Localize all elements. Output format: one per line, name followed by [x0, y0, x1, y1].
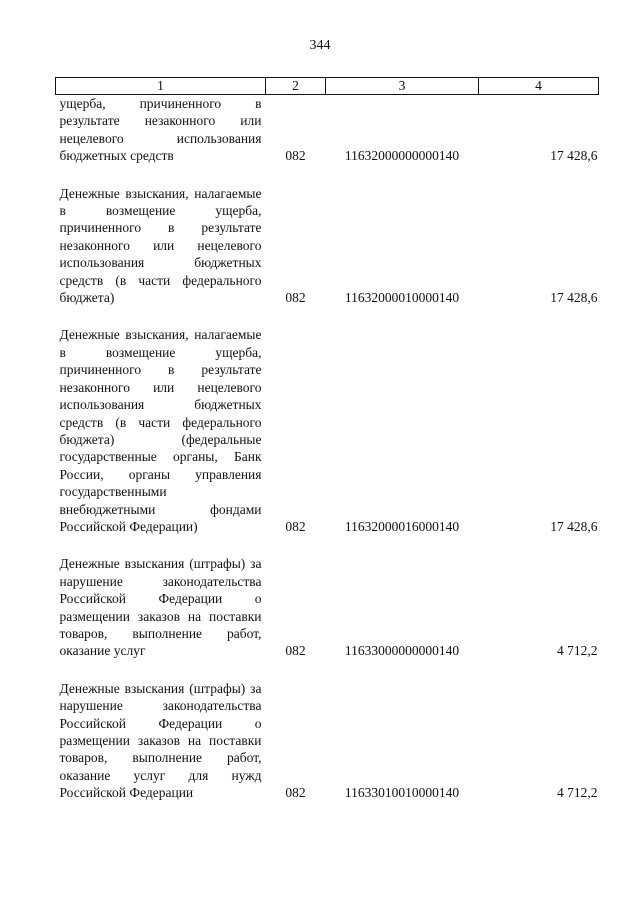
row-budget-code: 11632000000000140 — [344, 148, 460, 164]
table-row — [56, 680, 599, 802]
table-row — [56, 326, 599, 535]
row-budget-code: 11633000000000140 — [344, 643, 460, 659]
row-admin-code: 082 — [285, 518, 306, 534]
row-description: ущерба, причиненного в результате незаконного или нецелевого использования бюджетных средств — [59, 96, 262, 164]
row-amount: 17 428,6 — [550, 518, 598, 534]
row-admin-code: 082 — [285, 643, 306, 659]
row-description: Денежные взыскания (штрафы) за нарушение законодательства Российской Федерации о размещении заказов на поставки товаров, выполнение работ, оказание услуг для нужд Российской Федерации — [59, 680, 262, 801]
table-row — [56, 555, 599, 659]
row-budget-code: 11632000010000140 — [344, 290, 460, 306]
row-admin-code: 082 — [285, 290, 306, 306]
table-row — [56, 185, 599, 307]
row-amount: 4 712,2 — [557, 643, 598, 659]
row-budget-code: 11632000016000140 — [344, 518, 460, 534]
row-amount: 17 428,6 — [550, 148, 598, 164]
row-description: Денежные взыскания, налагаемые в возмещение ущерба, причиненного в результате незаконного или нецелевого использования бюджетных средств (в части федерального бюджета) (федеральные государственные органы, Банк России, органы управления государственными внебюджетными фондами Российской Федерации) — [59, 327, 262, 534]
row-description: Денежные взыскания (штрафы) за нарушение законодательства Российской Федерации о размещении заказов на поставки товаров, выполнение работ, оказание услуг — [59, 556, 262, 659]
row-budget-code: 11633010010000140 — [344, 785, 460, 801]
row-admin-code: 082 — [285, 785, 306, 801]
header-col-2: 2 — [266, 78, 326, 95]
header-col-1: 1 — [56, 78, 266, 95]
row-amount: 17 428,6 — [550, 290, 598, 306]
row-admin-code: 082 — [285, 148, 306, 164]
revenue-table — [55, 77, 599, 802]
header-col-3: 3 — [326, 78, 479, 95]
page-number: 344 — [309, 38, 331, 53]
row-amount: 4 712,2 — [557, 785, 598, 801]
row-description: Денежные взыскания, налагаемые в возмещение ущерба, причиненного в результате незаконного или нецелевого использования бюджетных средств (в части федерального бюджета) — [59, 185, 262, 306]
header-col-4: 4 — [479, 78, 599, 95]
table-row — [56, 95, 599, 165]
table-header-row — [56, 78, 599, 95]
